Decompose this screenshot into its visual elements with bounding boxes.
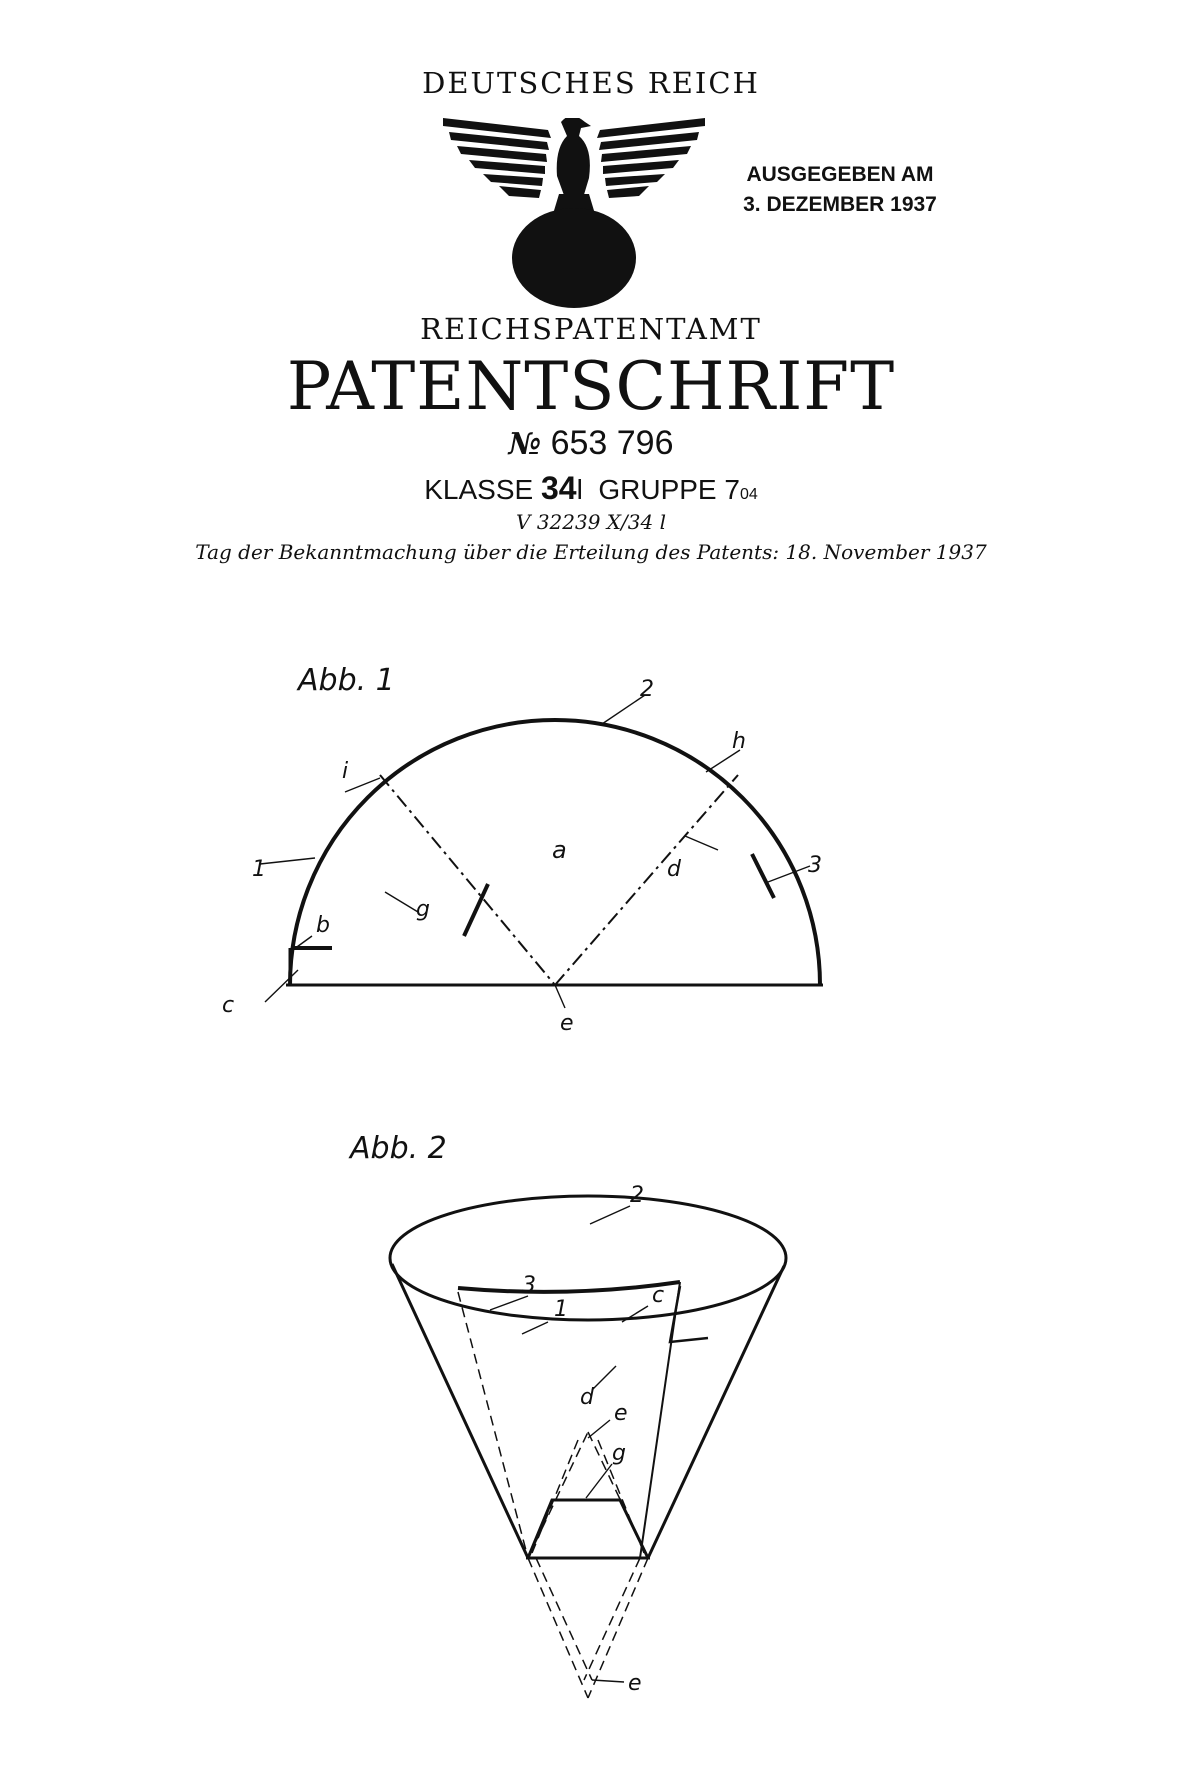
figure-2-title: Abb. 2 <box>350 1131 447 1166</box>
label-2: 2 <box>640 677 654 702</box>
eagle-emblem-icon <box>443 118 705 310</box>
patent-number <box>0 424 1182 463</box>
classification-line <box>0 470 1182 507</box>
cone-side-right <box>648 1266 784 1558</box>
klasse-suffix: l <box>576 474 583 505</box>
slit-g <box>464 884 488 936</box>
label-d: d <box>580 1385 594 1410</box>
label-h: h <box>732 729 746 754</box>
figure-1-title: Abb. 1 <box>298 663 395 698</box>
label-e: e <box>560 1011 574 1036</box>
cone-rim <box>390 1196 786 1320</box>
gruppe-sub: 04 <box>739 486 758 503</box>
flap-d <box>670 1286 708 1342</box>
label-e-bottom: e <box>628 1671 642 1696</box>
label-i: i <box>342 759 349 784</box>
number-symbol: № <box>508 427 542 462</box>
cone-side-left <box>392 1264 528 1558</box>
issued-label: AUSGEGEBEN AM <box>746 163 934 186</box>
label-b: b <box>316 913 330 938</box>
country-heading: DEUTSCHES REICH <box>422 66 760 100</box>
klasse-value: 34 <box>540 470 577 506</box>
label-1: 1 <box>252 857 266 882</box>
file-reference: V 32239 X/34 l <box>516 510 666 534</box>
label-2: 2 <box>630 1183 644 1208</box>
label-a: a <box>552 836 567 864</box>
slit-d <box>752 854 774 898</box>
patent-office: REICHSPATENTAMT <box>420 312 762 346</box>
figure-2 <box>330 1120 850 1720</box>
issued-date: 3. DEZEMBER 1937 <box>743 193 937 216</box>
label-c: c <box>222 993 235 1018</box>
insert-g <box>528 1500 648 1558</box>
figure-1 <box>220 640 940 1070</box>
fold-line-left <box>380 775 555 985</box>
issue-date-block <box>700 160 980 220</box>
gruppe-value: 7 <box>724 474 740 505</box>
label-3: 3 <box>808 853 822 878</box>
patent-number-value: 653 796 <box>550 424 674 462</box>
fold-line-right <box>555 775 738 985</box>
gruppe-label: GRUPPE <box>598 474 717 505</box>
klasse-label: KLASSE <box>424 474 534 505</box>
seam-3 <box>458 1282 680 1292</box>
label-c: c <box>652 1283 665 1308</box>
label-1: 1 <box>554 1297 568 1322</box>
label-g: g <box>612 1441 626 1466</box>
label-g: g <box>416 897 430 922</box>
label-d: d <box>667 857 681 882</box>
announcement-date: Tag der Bekanntmachung über die Erteilung des Patents: 18. November 1937 <box>195 540 987 564</box>
document-type-title: PATENTSCHRIFT <box>286 348 896 425</box>
label-e-top: e <box>614 1401 628 1426</box>
label-3: 3 <box>522 1273 536 1298</box>
